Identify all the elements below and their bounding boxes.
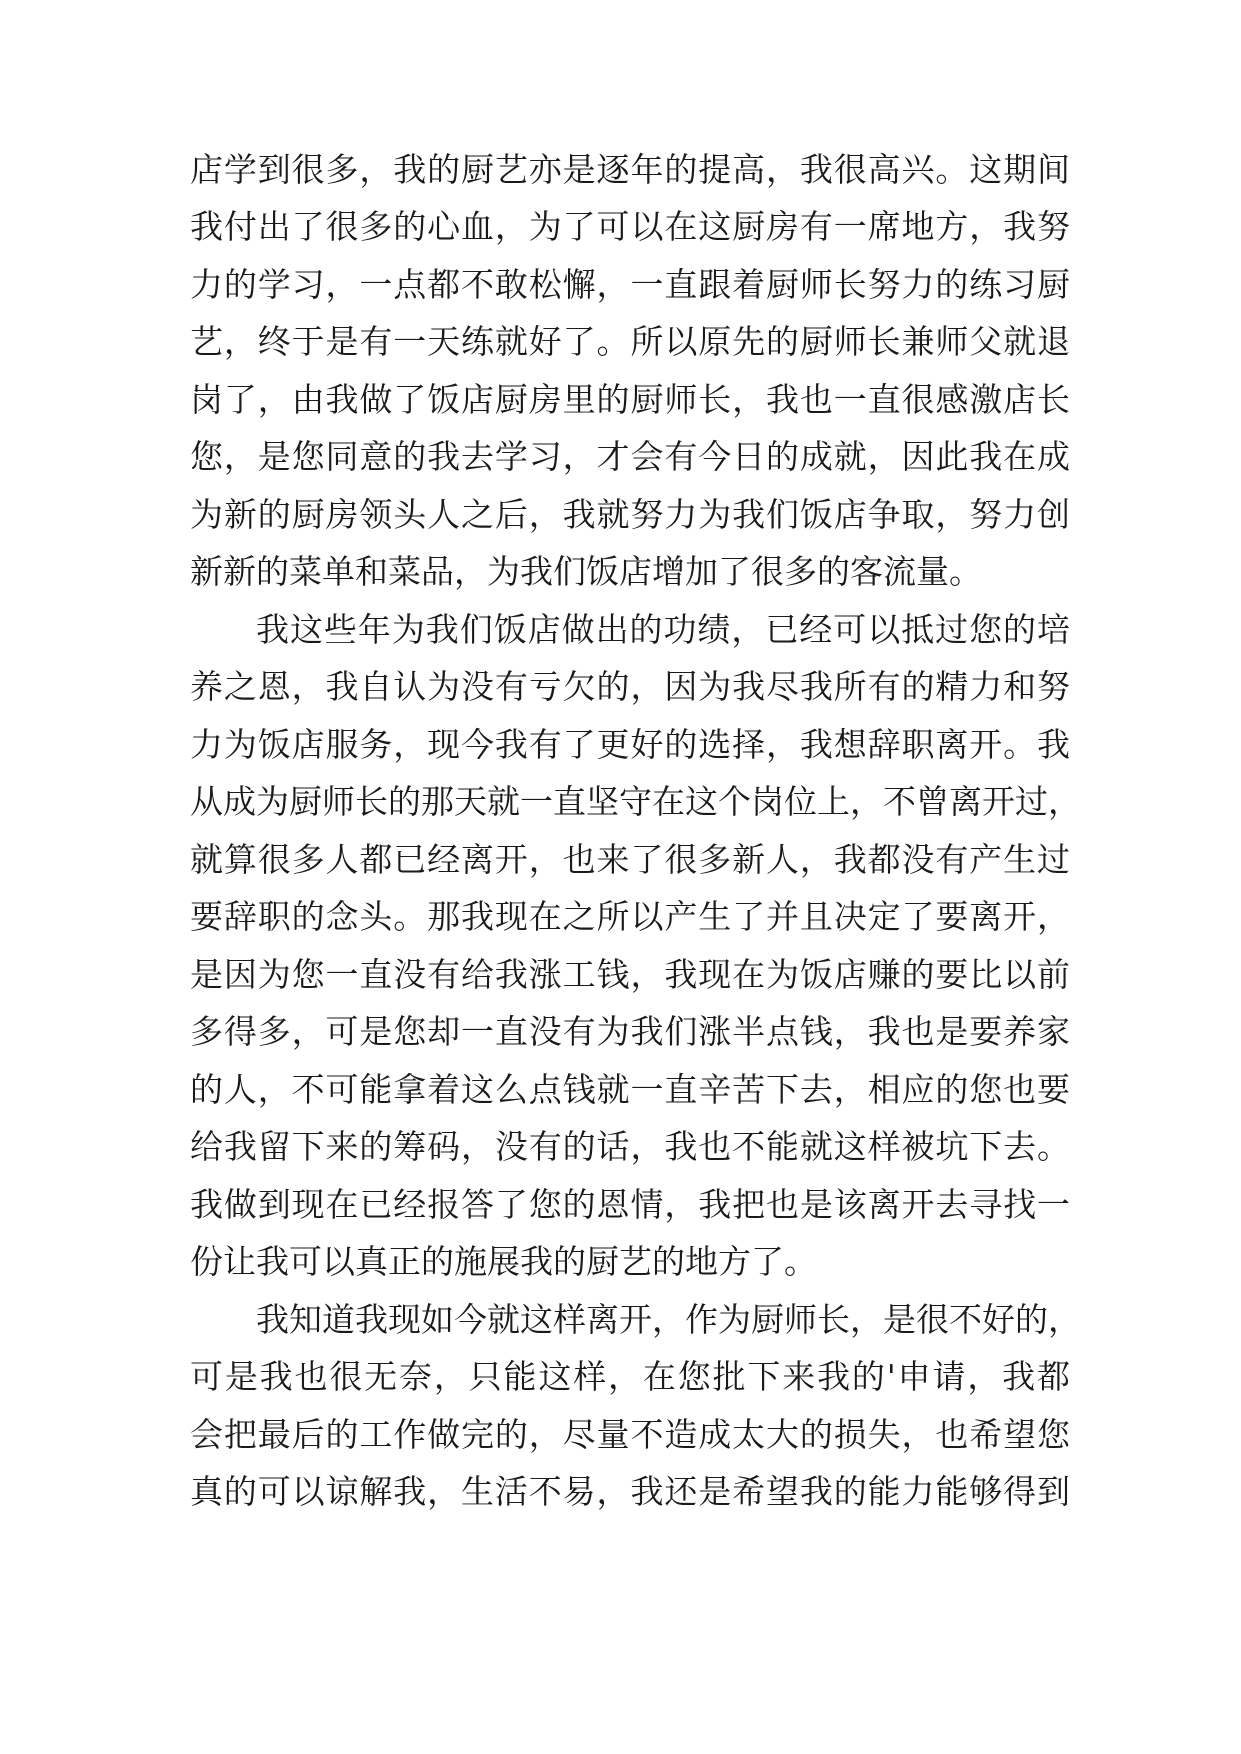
text-line: 就算很多人都已经离开，也来了很多新人，我都没有产生过 <box>190 840 1070 879</box>
text-line: 力的学习，一点都不敢松懈，一直跟着厨师长努力的练习厨 <box>190 265 1070 304</box>
paragraph-first-line: 我这些年为我们饭店做出的功绩，已经可以抵过您的培 <box>256 610 1070 649</box>
text-line: 真的可以谅解我，生活不易，我还是希望我的能力能够得到 <box>190 1472 1070 1511</box>
text-line: 份让我可以真正的施展我的厨艺的地方了。 <box>190 1242 817 1281</box>
text-line: 店学到很多，我的厨艺亦是逐年的提高，我很高兴。这期间 <box>190 150 1070 189</box>
text-line: 新新的菜单和菜品，为我们饭店增加了很多的客流量。 <box>190 552 982 591</box>
text-line: 的人，不可能拿着这么点钱就一直辛苦下去，相应的您也要 <box>190 1070 1070 1109</box>
text-line: 力为饭店服务，现今我有了更好的选择，我想辞职离开。我 <box>190 725 1070 764</box>
text-line: 是因为您一直没有给我涨工钱，我现在为饭店赚的要比以前 <box>190 955 1070 994</box>
text-line: 岗了，由我做了饭店厨房里的厨师长，我也一直很感激店长 <box>190 380 1070 419</box>
text-line: 您，是您同意的我去学习，才会有今日的成就，因此我在成 <box>190 437 1070 476</box>
text-line: 多得多，可是您却一直没有为我们涨半点钱，我也是要养家 <box>190 1012 1070 1051</box>
text-line: 我付出了很多的心血，为了可以在这厨房有一席地方，我努 <box>190 207 1070 246</box>
text-line: 可是我也很无奈，只能这样，在您批下来我的'申请，我都 <box>190 1357 1070 1396</box>
text-line: 养之恩，我自认为没有亏欠的，因为我尽我所有的精力和努 <box>190 667 1070 706</box>
text-line: 从成为厨师长的那天就一直坚守在这个岗位上，不曾离开过， <box>190 782 1081 821</box>
paragraph-first-line: 我知道我现如今就这样离开，作为厨师长，是很不好的， <box>256 1300 1081 1339</box>
text-line: 艺，终于是有一天练就好了。所以原先的厨师长兼师父就退 <box>190 322 1070 361</box>
text-line: 为新的厨房领头人之后，我就努力为我们饭店争取，努力创 <box>190 495 1070 534</box>
text-line: 我做到现在已经报答了您的恩情，我把也是该离开去寻找一 <box>190 1185 1070 1224</box>
text-line: 会把最后的工作做完的，尽量不造成太大的损失，也希望您 <box>190 1415 1070 1454</box>
text-line: 给我留下来的筹码，没有的话，我也不能就这样被坑下去。 <box>190 1127 1070 1166</box>
text-line: 要辞职的念头。那我现在之所以产生了并且决定了要离开， <box>190 897 1070 936</box>
